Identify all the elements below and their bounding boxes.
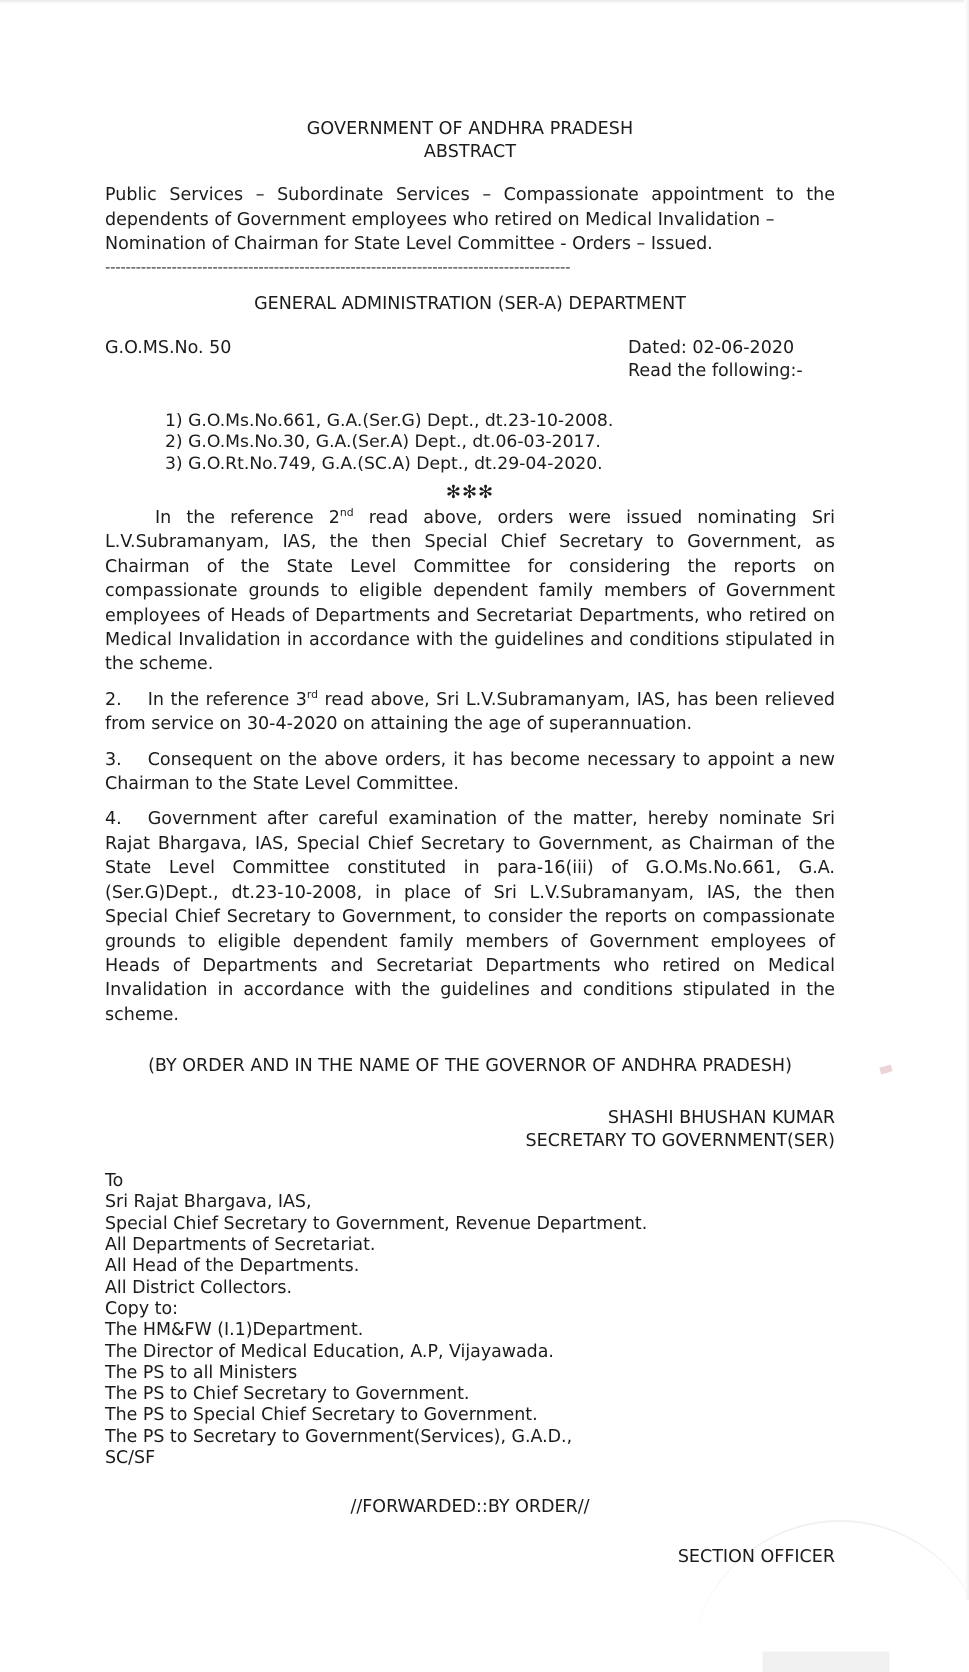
signature-block: [105, 1107, 835, 1153]
copy-entry-3: The PS to all Ministers: [105, 1362, 298, 1383]
paragraph-3-text: Consequent on the above orders, it has become necessary to appoint a new Chairman to the State Level Committee.: [105, 749, 835, 795]
abstract-block: [105, 183, 835, 257]
copy-entry-6: The PS to Secretary to Government(Services), G.A.D.,: [105, 1426, 573, 1447]
copy-entry-1: The HM&FW (I.1)Department.: [105, 1320, 364, 1341]
paragraph-1-ordinal-suffix: nd: [339, 506, 354, 520]
by-order-line: (BY ORDER AND IN THE NAME OF THE GOVERNOR OF ANDHRA PRADESH): [148, 1056, 792, 1077]
reference-item-3: 3) G.O.Rt.No.749, G.A.(SC.A) Dept., dt.29-04-2020.: [165, 453, 603, 474]
order-date: Dated: 02-06-2020: [628, 337, 795, 358]
order-meta-right: [628, 337, 803, 383]
abstract-line-1: Public Services – Subordinate Services – Compassionate appointment to the dependents of Government employees who retired on Medical Invalidation –: [105, 185, 835, 230]
document-content: [105, 118, 835, 1568]
read-following-label: Read the following:-: [628, 360, 803, 381]
copy-entry-4: The PS to Chief Secretary to Government.: [105, 1384, 470, 1405]
paragraph-4-text: Government after careful examination of the matter, hereby nominate Sri Rajat Bhargava, IAS, Special Chief Secretary to Government, as Chairman of the State Level Committee constituted in para-16(iii) of G.O.Ms.No.661, G.A. (Ser.G)Dept., dt.23-10-2008, in place of Sri L.V.Subramanyam, IAS, the then Special Chief Secretary to Government, to consider the reports on compassionate grounds to eligible dependent family members of Government employees of Heads of Departments and Secretariat Departments who retired on Medical Invalidation in accordance with the guidelines and conditions stipulated in the scheme.: [105, 809, 835, 1025]
reference-item-1: 1) G.O.Ms.No.661, G.A.(Ser.G) Dept., dt.23-10-2008.: [165, 410, 614, 431]
to-label: To: [105, 1171, 124, 1192]
copy-to-label: Copy to:: [105, 1298, 178, 1319]
paragraph-2-number: 2.: [105, 689, 122, 710]
paragraph-2-ordinal-number: 3: [295, 689, 307, 710]
paragraph-1-pre: In the reference: [155, 508, 329, 528]
forwarded-line: //FORWARDED::BY ORDER//: [350, 1497, 590, 1518]
government-title: GOVERNMENT OF ANDHRA PRADESH: [306, 119, 634, 139]
go-number: G.O.MS.No. 50: [105, 337, 232, 358]
paragraph-1-text: read above, orders were issued nominating Sri L.V.Subramanyam, IAS, the then Special Chief Secretary to Government, as Chairman of the State Level Committee for considering the reports on compassionate grounds to eligible dependent family members of Government employees of Heads of Departments and Secretariat Departments, who retired on Medical Invalidation in accordance with the guidelines and conditions stipulated in the scheme.: [105, 508, 835, 675]
reference-list: [165, 411, 835, 476]
paragraph-2-ordinal-suffix: rd: [306, 688, 319, 702]
abstract-label: ABSTRACT: [423, 142, 517, 162]
paragraph-2-pre: In the reference: [147, 689, 296, 710]
copy-entry-2: The Director of Medical Education, A.P, Vijayawada.: [105, 1341, 554, 1362]
order-meta-row: [105, 337, 835, 387]
to-entry-3: All Departments of Secretariat.: [105, 1235, 376, 1256]
paragraph-1: [105, 506, 835, 677]
reference-item-2: 2) G.O.Ms.No.30, G.A.(Ser.A) Dept., dt.06-03-2017.: [165, 432, 601, 452]
to-entry-1: Sri Rajat Bhargava, IAS,: [105, 1192, 312, 1213]
paragraph-3-number: 3.: [105, 749, 122, 770]
signatory-designation: SECRETARY TO GOVERNMENT(SER): [525, 1131, 835, 1152]
paragraph-2-text: read above, Sri L.V.Subramanyam, IAS, has been relieved from service on 30-4-2020 on attaining the age of superannuation.: [105, 689, 835, 735]
signatory-name: SHASHI BHUSHAN KUMAR: [607, 1108, 835, 1129]
paragraph-2: [105, 688, 835, 737]
paragraph-1-ordinal-number: 2: [328, 508, 340, 528]
copy-entry-7: SC/SF: [105, 1447, 156, 1468]
department-heading: GENERAL ADMINISTRATION (SER-A) DEPARTMENT: [254, 293, 686, 314]
paragraph-4-number: 4.: [105, 809, 122, 830]
to-entry-2: Special Chief Secretary to Government, Revenue Department.: [105, 1213, 648, 1234]
abstract-separator-rule: -------------------------------------------------------------------------------------------: [105, 259, 571, 274]
section-officer-label: SECTION OFFICER: [677, 1547, 835, 1568]
to-entry-4: All Head of the Departments.: [105, 1256, 360, 1277]
copy-entry-5: The PS to Special Chief Secretary to Government.: [105, 1405, 538, 1426]
distribution-list: [105, 1171, 835, 1469]
abstract-line-2: Nomination of Chairman for State Level Committee - Orders – Issued.: [105, 234, 713, 254]
paragraph-4: [105, 807, 835, 1027]
star-divider: ✻✻✻: [445, 482, 495, 503]
to-entry-5: All District Collectors.: [105, 1277, 292, 1298]
paragraph-3: [105, 748, 835, 797]
